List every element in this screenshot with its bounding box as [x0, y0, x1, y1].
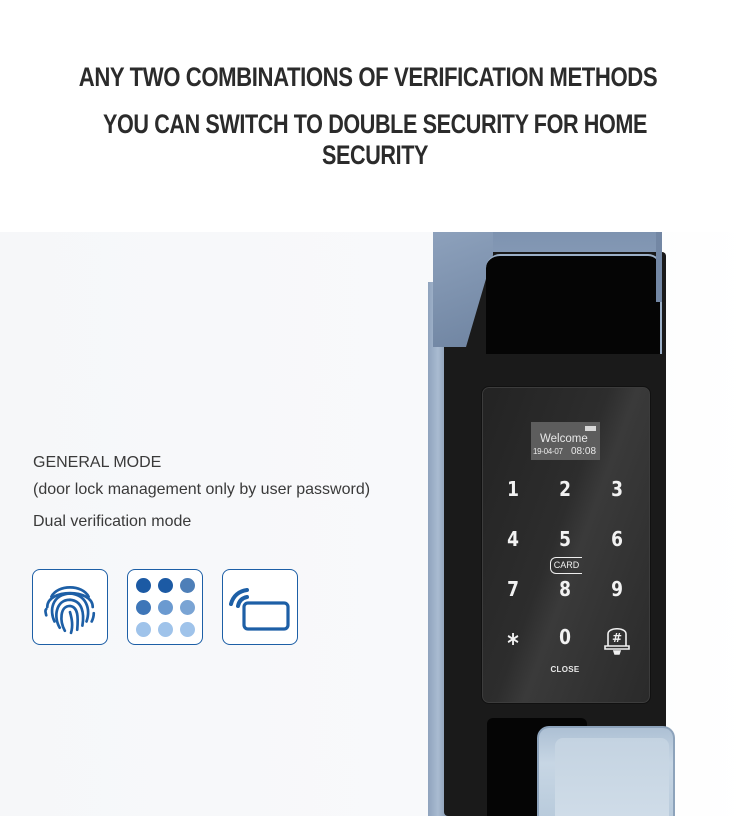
card-method: [222, 569, 298, 645]
close-key-label: CLOSE: [550, 665, 580, 674]
key-3: 3: [611, 477, 623, 501]
fingerprint-method: [32, 569, 108, 645]
doorbell-hash-icon: [604, 622, 630, 656]
lock-top-right-edge: [656, 232, 662, 302]
key-1: 1: [507, 477, 519, 501]
rfid-card-icon: [227, 582, 293, 632]
key-9: 9: [611, 577, 623, 601]
lock-camera-visor: [486, 254, 662, 354]
headline-line-1: ANY TWO COMBINATIONS OF VERIFICATION METHODS: [78, 62, 658, 92]
keypad-dots-icon: [136, 578, 195, 637]
fingerprint-icon: [39, 576, 101, 638]
key-5: 5: [559, 527, 571, 551]
lock-display: [531, 422, 600, 460]
key-7: 7: [507, 577, 519, 601]
display-welcome: Welcome: [540, 433, 588, 445]
mode-detail: (door lock management only by user password): [33, 481, 371, 498]
display-date: 19-04-07: [533, 447, 563, 456]
mode-title: GENERAL MODE: [33, 454, 162, 471]
card-reader-label: CARD: [550, 557, 582, 574]
key-star: *: [507, 629, 519, 659]
headline-line-2: YOU CAN SWITCH TO DOUBLE SECURITY FOR HOME SECURITY: [102, 109, 648, 170]
key-6: 6: [611, 527, 623, 551]
display-time: 08:08: [571, 446, 597, 457]
battery-icon: [585, 426, 596, 431]
svg-text:#: #: [611, 631, 623, 645]
key-8: 8: [559, 577, 571, 601]
key-4: 4: [507, 527, 519, 551]
key-2: 2: [559, 477, 571, 501]
key-0: 0: [559, 625, 571, 649]
password-method: [127, 569, 203, 645]
dual-mode-label: Dual verification mode: [33, 513, 192, 530]
door-handle: [537, 726, 675, 816]
handle-face: [555, 738, 669, 816]
